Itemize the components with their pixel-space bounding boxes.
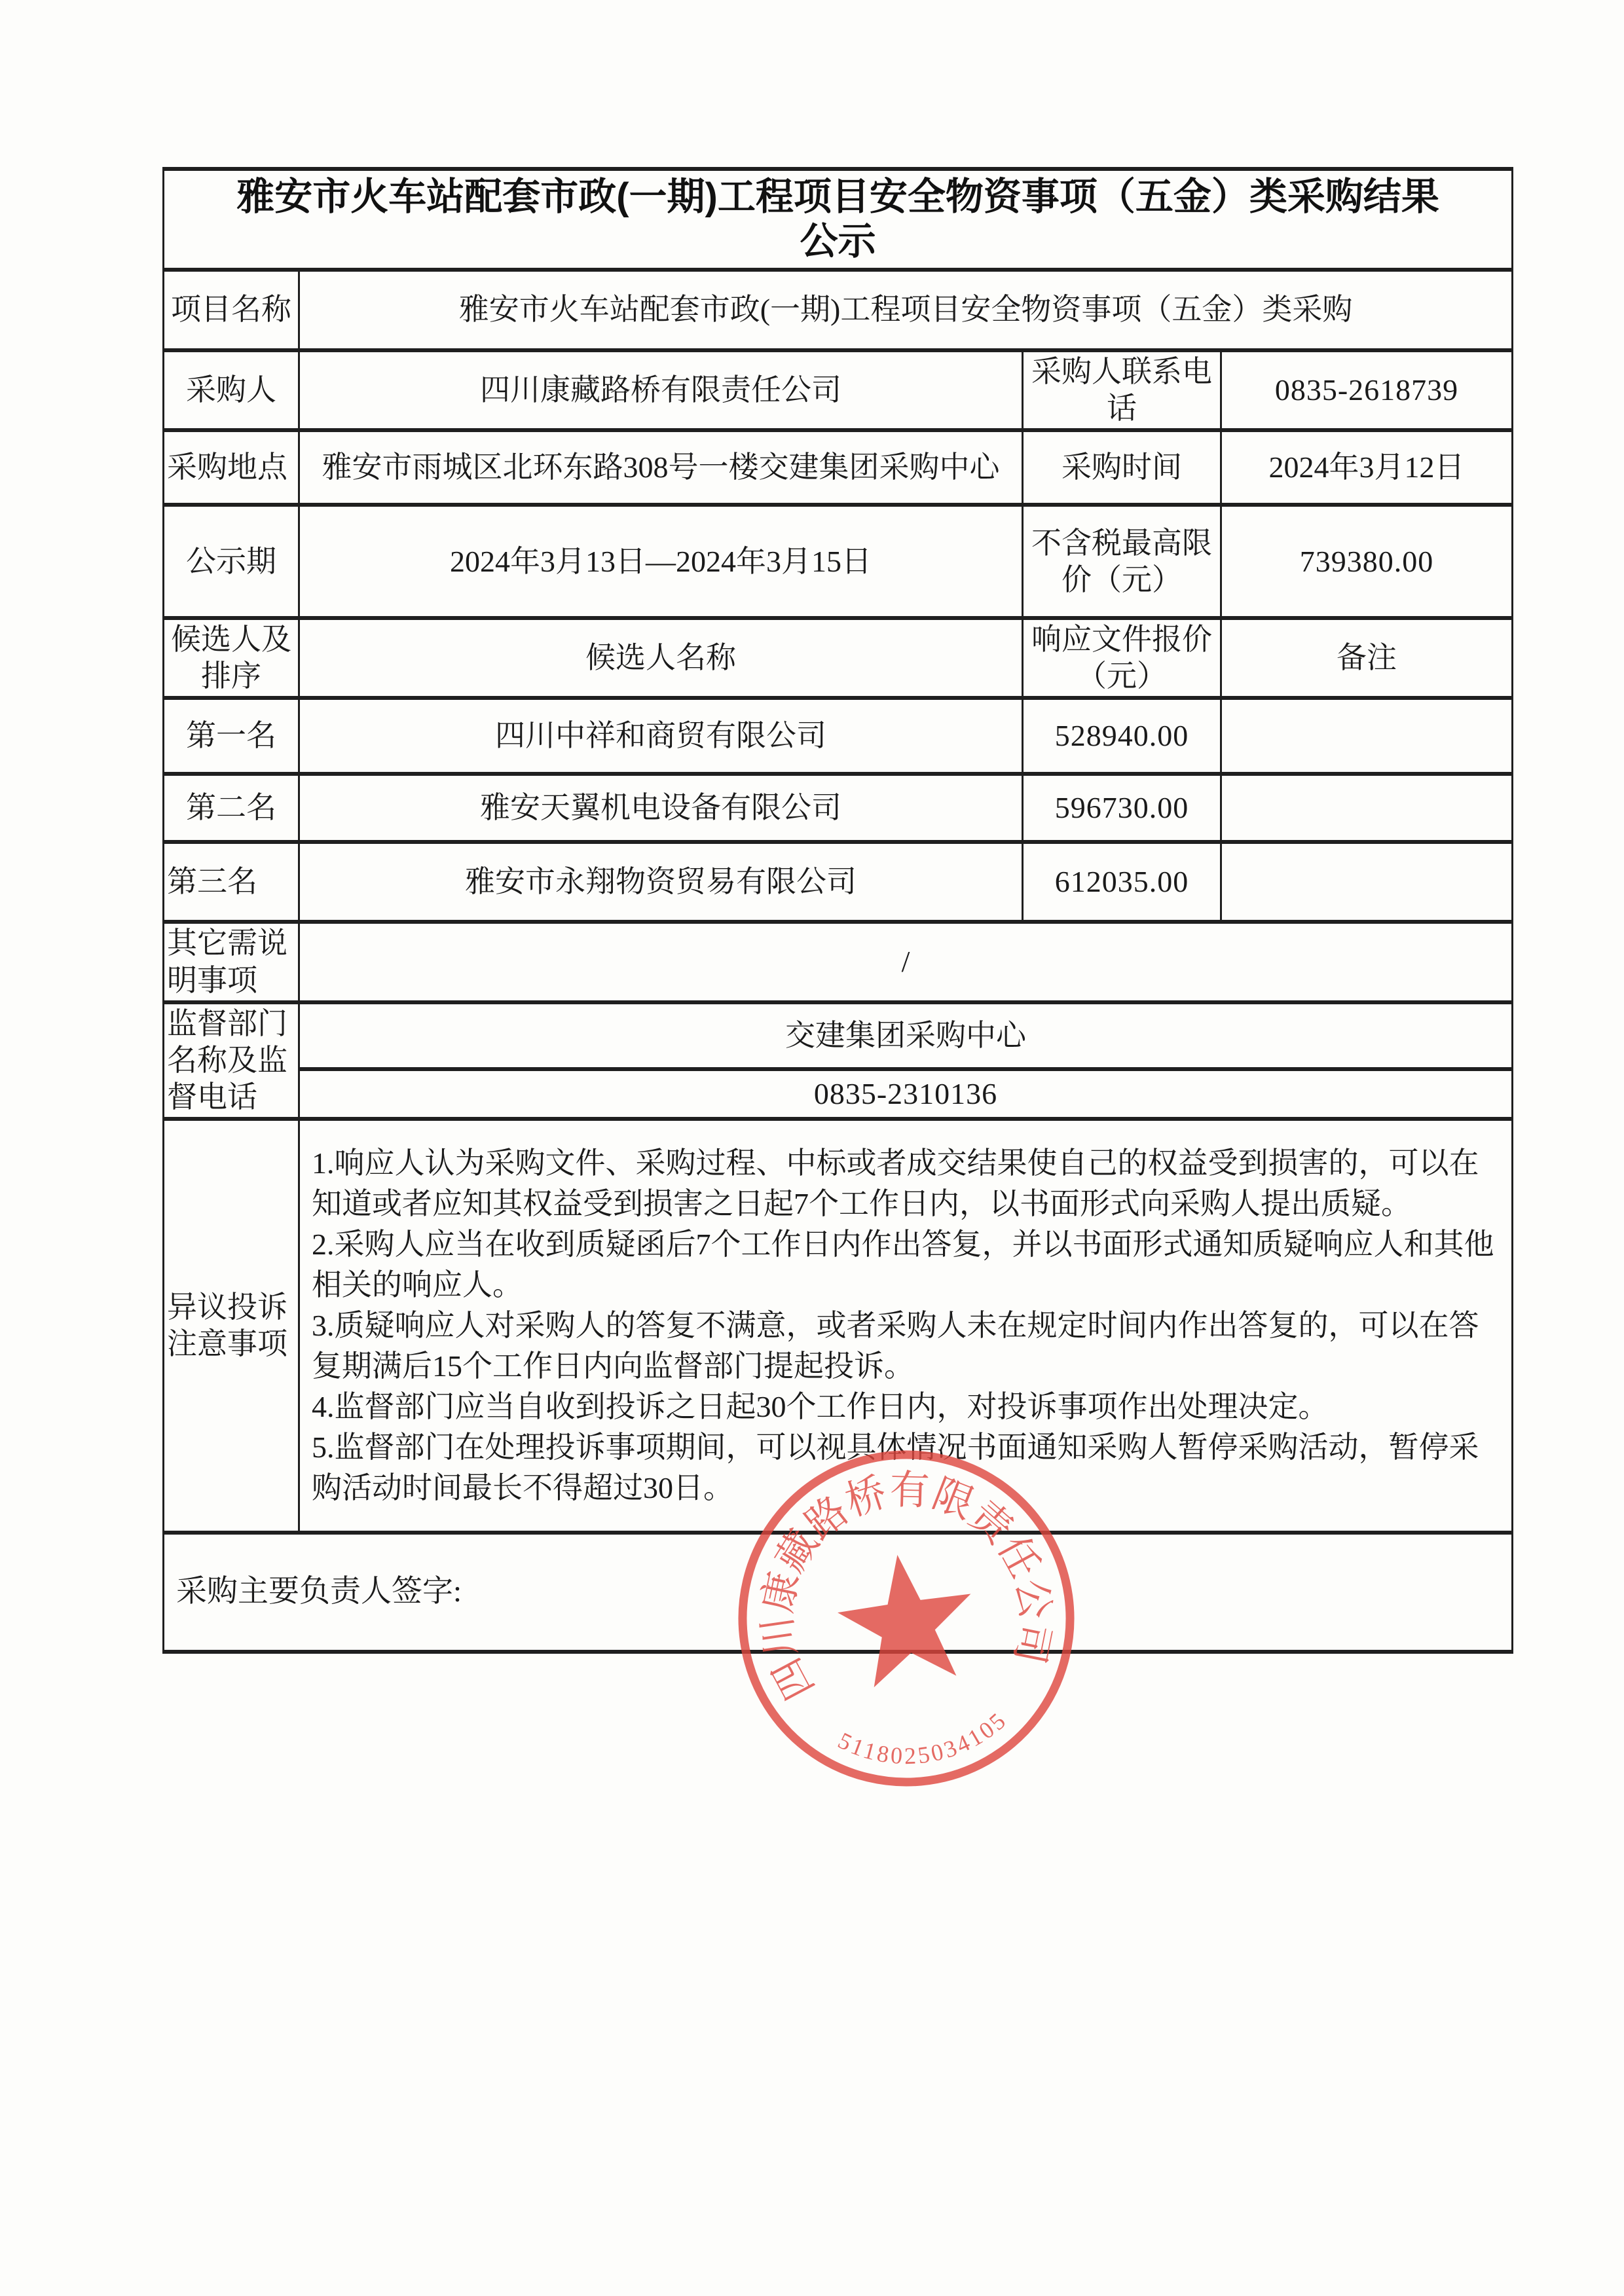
objection-item: 3.质疑响应人对采购人的答复不满意，或者采购人未在规定时间内作出答复的，可以在答复期满后15个工作日内向监督部门提起投诉。 xyxy=(312,1308,1479,1383)
other-notes-row xyxy=(164,922,1513,1002)
candidate-rank: 第二名 xyxy=(164,774,299,842)
objection-item: 1.响应人认为采购文件、采购过程、中标或者成交结果使自己的权益受到损害的，可以在知道或者应知其权益受到损害之日起7个工作日内，以书面形式向采购人提出质疑。 xyxy=(312,1146,1479,1220)
candidate-row-2 xyxy=(164,774,1513,842)
purchaser-row xyxy=(164,350,1513,430)
purchaser-label: 采购人 xyxy=(164,350,299,430)
candidate-rank: 第一名 xyxy=(164,698,299,774)
candidate-row-1 xyxy=(164,698,1513,774)
stamp-serial-number: 5118025034105 xyxy=(834,1706,1012,1770)
objection-label: 异议投诉注意事项 xyxy=(164,1119,299,1533)
purchaser-phone-value: 0835-2618739 xyxy=(1221,350,1513,430)
max-price-value: 739380.00 xyxy=(1221,505,1513,618)
svg-text:5118025034105 xyxy=(831,1704,1016,1780)
candidate-name: 四川中祥和商贸有限公司 xyxy=(299,698,1023,774)
objection-item: 4.监督部门应当自收到投诉之日起30个工作日内，对投诉事项作出处理决定。 xyxy=(312,1389,1329,1423)
location-label: 采购地点 xyxy=(164,430,299,505)
other-notes-label: 其它需说明事项 xyxy=(164,922,299,1002)
candidate-note xyxy=(1221,698,1513,774)
project-name-value: 雅安市火车站配套市政(一期)工程项目安全物资事项（五金）类采购 xyxy=(299,270,1513,350)
candidate-row-3 xyxy=(164,842,1513,922)
supervision-phone-value: 0835-2310136 xyxy=(299,1069,1513,1119)
title-line-2: 公示 xyxy=(800,220,876,263)
purchase-time-label: 采购时间 xyxy=(1023,430,1221,505)
candidate-note xyxy=(1221,842,1513,922)
other-notes-value: / xyxy=(299,922,1513,1002)
publicity-period-label: 公示期 xyxy=(164,505,299,618)
bid-price-header: 响应文件报价（元） xyxy=(1023,618,1221,698)
candidate-name-header: 候选人名称 xyxy=(299,618,1023,698)
supervision-name-value: 交建集团采购中心 xyxy=(299,1002,1513,1069)
purchaser-value: 四川康藏路桥有限责任公司 xyxy=(299,350,1023,430)
candidate-price: 528940.00 xyxy=(1023,698,1221,774)
project-name-row xyxy=(164,270,1513,350)
candidates-header-row xyxy=(164,618,1513,698)
publicity-period-value: 2024年3月13日—2024年3月15日 xyxy=(299,505,1023,618)
candidate-note xyxy=(1221,774,1513,842)
max-price-label: 不含税最高限价（元） xyxy=(1023,505,1221,618)
candidate-name: 雅安市永翔物资贸易有限公司 xyxy=(299,842,1023,922)
objection-item: 2.采购人应当在收到质疑函后7个工作日内作出答复，并以书面形式通知质疑响应人和其他相关的响应人。 xyxy=(312,1227,1494,1302)
supervision-label: 监督部门名称及监督电话 xyxy=(164,1002,299,1119)
location-row xyxy=(164,430,1513,505)
rank-header: 候选人及排序 xyxy=(164,618,299,698)
candidate-rank: 第三名 xyxy=(164,842,299,922)
signature-label: 采购主要负责人签字: xyxy=(164,1533,1513,1652)
candidate-price: 596730.00 xyxy=(1023,774,1221,842)
candidate-price: 612035.00 xyxy=(1023,842,1221,922)
candidate-name: 雅安天翼机电设备有限公司 xyxy=(299,774,1023,842)
objection-item: 5.监督部门在处理投诉事项期间，可以视具体情况书面通知采购人暂停采购活动，暂停采购活动时间最长不得超过30日。 xyxy=(312,1430,1479,1504)
objection-content xyxy=(299,1119,1513,1533)
location-value: 雅安市雨城区北环东路308号一楼交建集团采购中心 xyxy=(299,430,1023,505)
title-line-1: 雅安市火车站配套市政(一期)工程项目安全物资事项（五金）类采购结果 xyxy=(236,175,1439,218)
supervision-name-row xyxy=(164,1002,1513,1069)
procurement-result-table xyxy=(162,167,1513,1654)
purchaser-phone-label: 采购人联系电话 xyxy=(1023,350,1221,430)
document-title xyxy=(164,169,1513,270)
supervision-phone-row xyxy=(164,1069,1513,1119)
note-header: 备注 xyxy=(1221,618,1513,698)
stamp-company-text: 四川康藏路桥有限责任公司 xyxy=(754,1468,1058,1707)
project-name-label: 项目名称 xyxy=(164,270,299,350)
objection-row xyxy=(164,1119,1513,1533)
title-row xyxy=(164,169,1513,270)
signature-row xyxy=(164,1533,1513,1652)
purchase-time-value: 2024年3月12日 xyxy=(1221,430,1513,505)
publicity-period-row xyxy=(164,505,1513,618)
